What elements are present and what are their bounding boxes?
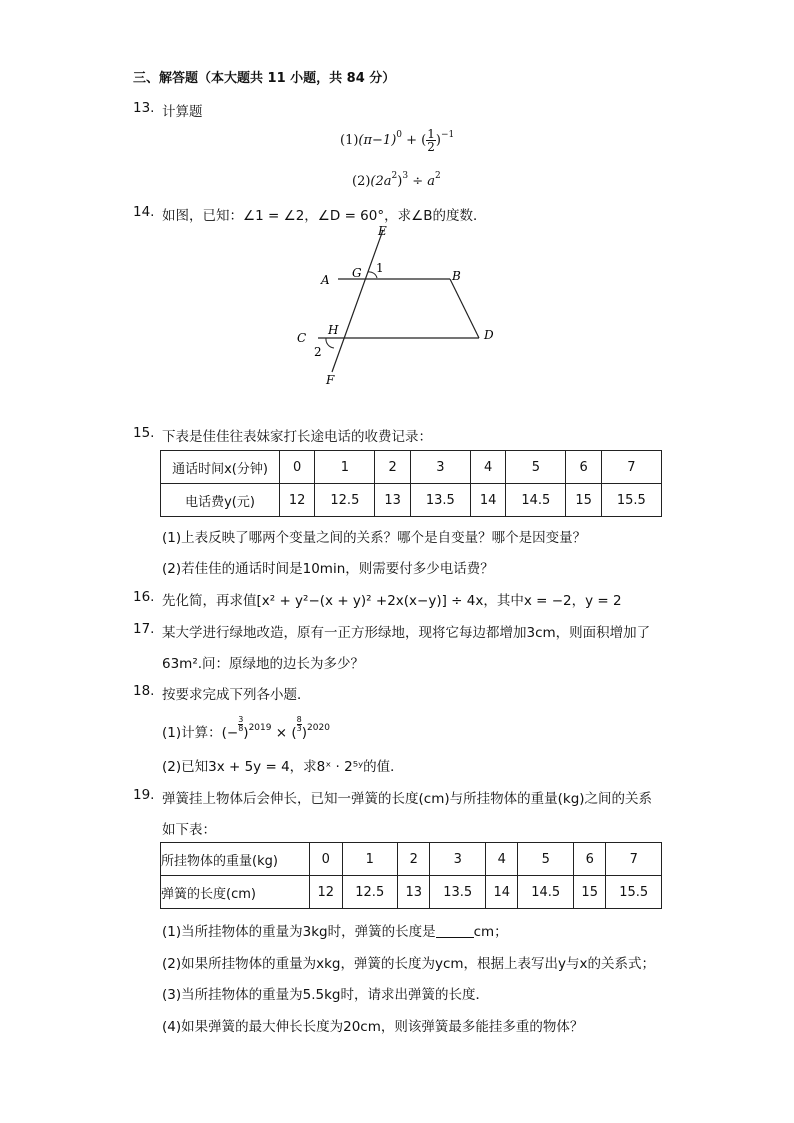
q19-x-cell: 4 <box>485 843 518 876</box>
label-A: A <box>321 273 330 287</box>
q15-x-cell: 4 <box>470 451 505 484</box>
q15-table <box>160 450 662 517</box>
q15-x-cell: 2 <box>375 451 410 484</box>
angle-2-arc <box>326 338 334 348</box>
q13-p2-exp2b: 2 <box>434 171 441 181</box>
q18-sub1-label: (1)计算：(− <box>162 725 239 741</box>
q19-sub4: (4)如果弹簧的最大伸长长度为20cm，则该弹簧最多能挂多重的物体？ <box>162 1019 584 1035</box>
q13-p1-frac-num: 1 <box>427 127 435 141</box>
q17-line1: 某大学进行绿地改造，原有一正方形绿地，现将它每边都增加3cm，则面积增加了 <box>162 625 651 641</box>
label-D: D <box>484 328 494 342</box>
q18-exp2: 2020 <box>307 723 330 733</box>
q19-header-length: 弹簧的长度(cm) <box>161 876 310 909</box>
label-B: B <box>452 269 461 283</box>
q13-p2-expr-a: (2a <box>370 174 392 189</box>
q15-x-cell: 3 <box>410 451 470 484</box>
q13-part2 <box>352 171 441 189</box>
q19-x-cell: 0 <box>310 843 343 876</box>
q19-y-cell: 15 <box>573 876 606 909</box>
q18-frac1-den: 8 <box>238 724 244 733</box>
q19-x-cell: 5 <box>518 843 573 876</box>
q15-x-cell: 0 <box>280 451 315 484</box>
q18-number: 18. <box>133 683 155 699</box>
q17-number: 17. <box>133 621 155 637</box>
q19-sub3: (3)当所挂物体的重量为5.5kg时，请求出弹簧的长度． <box>162 987 489 1003</box>
line-bd <box>450 279 479 338</box>
q19-x-cell: 3 <box>430 843 485 876</box>
section-title: 三、解答题（本大题共 11 小题，共 84 分） <box>133 71 396 86</box>
q13-p1-frac-den: 2 <box>427 140 435 154</box>
q13-p1-label: (1) <box>340 133 359 148</box>
label-C: C <box>297 331 307 345</box>
label-E: E <box>378 224 387 238</box>
q13-p1-fraction <box>426 128 436 153</box>
q13-title: 计算题 <box>162 104 203 120</box>
q18-sub2: (2)已知3x + 5y = 4，求8ˣ · 2⁵ʸ的值． <box>162 759 404 775</box>
q16-number: 16. <box>133 589 155 605</box>
q18-close1: ) <box>243 725 249 741</box>
q15-sub1: (1)上表反映了哪两个变量之间的关系？哪个是自变量？哪个是因变量？ <box>162 530 587 546</box>
q15-sub2: (2)若佳佳的通话时间是10min，则需要付多少电话费？ <box>162 561 494 577</box>
q19-row-weight <box>161 843 662 876</box>
q15-row-fee <box>161 484 662 517</box>
q19-line1: 弹簧挂上物体后会伸长，已知一弹簧的长度(cm)与所挂物体的重量(kg)之间的关系 <box>162 791 653 807</box>
q15-y-cell: 14.5 <box>506 484 566 517</box>
q19-line2: 如下表： <box>162 822 216 838</box>
q15-x-cell: 6 <box>566 451 601 484</box>
q19-y-cell: 13.5 <box>430 876 485 909</box>
q19-sub1-text: (1)当所挂物体的重量为3kg时，弹簧的长度是 <box>162 924 436 940</box>
q19-sub1-unit: cm； <box>473 924 508 940</box>
q15-row-time <box>161 451 662 484</box>
q19-x-cell: 6 <box>573 843 606 876</box>
q15-y-cell: 12 <box>280 484 315 517</box>
q15-y-cell: 12.5 <box>315 484 375 517</box>
q18-title: 按要求完成下列各小题． <box>162 687 311 703</box>
label-1: 1 <box>376 261 384 275</box>
q19-sub2: (2)如果所挂物体的重量为xkg，弹簧的长度为ycm，根据上表写出y与x的关系式； <box>162 956 656 972</box>
q16-text: 先化简，再求值[x² + y²−(x + y)² +2x(x−y)] ÷ 4x，其中x = −2，y = 2 <box>162 593 622 609</box>
q13-part1 <box>340 128 454 153</box>
q19-y-cell: 12.5 <box>342 876 397 909</box>
label-2: 2 <box>314 345 322 359</box>
q13-number: 13. <box>133 100 155 116</box>
q19-answer-blank[interactable] <box>436 925 474 938</box>
q18-frac2-den: 3 <box>296 724 302 733</box>
q15-y-cell: 15 <box>566 484 601 517</box>
q15-y-cell: 13.5 <box>410 484 470 517</box>
q15-header-fee: 电话费y(元) <box>161 484 280 517</box>
q15-y-cell: 15.5 <box>601 484 661 517</box>
q13-p1-close: ) <box>435 133 441 148</box>
label-H: H <box>328 323 339 337</box>
q19-x-cell: 1 <box>342 843 397 876</box>
q18-frac1-num: 3 <box>238 715 244 724</box>
q19-x-cell: 7 <box>606 843 662 876</box>
q19-table <box>160 842 662 909</box>
q13-p1-expr: (π−1) <box>358 133 397 148</box>
q19-y-cell: 15.5 <box>606 876 662 909</box>
q15-header-time: 通话时间x(分钟) <box>161 451 280 484</box>
q19-sub1 <box>162 920 508 940</box>
q13-p2-expr-b: ) <box>397 174 403 189</box>
label-F: F <box>326 373 335 387</box>
q14-text: 如图，已知：∠1 = ∠2，∠D = 60°，求∠B的度数． <box>162 208 487 224</box>
q14-geometry-figure <box>290 222 510 392</box>
q18-exp1: 2019 <box>248 723 272 733</box>
q13-p1-exp0: 0 <box>396 130 403 140</box>
q15-text: 下表是佳佳往表妹家打长途电话的收费记录： <box>162 429 432 445</box>
q18-close2: ) <box>301 725 308 741</box>
q13-p1-exp-neg1: −1 <box>440 130 455 140</box>
line-ef <box>332 230 383 372</box>
q15-number: 15. <box>133 425 155 441</box>
q19-y-cell: 14 <box>485 876 518 909</box>
q15-x-cell: 7 <box>601 451 661 484</box>
q14-number: 14. <box>133 204 155 220</box>
q15-x-cell: 1 <box>315 451 375 484</box>
q19-y-cell: 12 <box>310 876 343 909</box>
q19-header-weight: 所挂物体的重量(kg) <box>161 843 310 876</box>
q18-sub1 <box>162 716 330 741</box>
q13-p2-exp2: 2 <box>391 171 398 181</box>
q18-frac2-num: 8 <box>296 715 302 724</box>
q19-row-length <box>161 876 662 909</box>
q15-x-cell: 5 <box>506 451 566 484</box>
q13-p2-label: (2) <box>352 174 371 189</box>
q18-times: × ( <box>271 725 297 741</box>
q19-x-cell: 2 <box>397 843 430 876</box>
q17-line2: 63m².问：原绿地的边长为多少？ <box>162 656 365 672</box>
q19-number: 19. <box>133 787 155 803</box>
q19-y-cell: 14.5 <box>518 876 573 909</box>
label-G: G <box>352 266 362 280</box>
q19-y-cell: 13 <box>397 876 430 909</box>
q15-y-cell: 14 <box>470 484 505 517</box>
q13-p2-exp3: 3 <box>402 171 409 181</box>
q13-p2-expr-c: ÷ a <box>408 174 435 189</box>
q13-p1-plus: + ( <box>402 133 427 148</box>
q15-y-cell: 13 <box>375 484 410 517</box>
